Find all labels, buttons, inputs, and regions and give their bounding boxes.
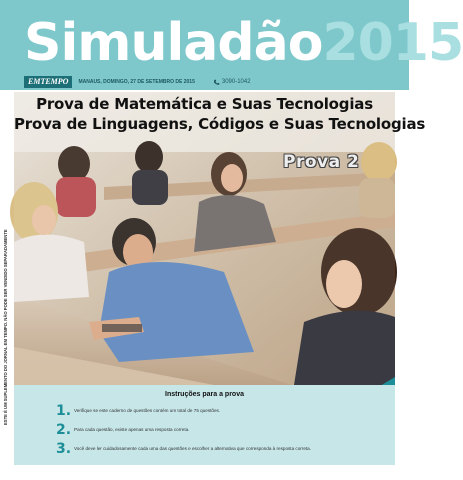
instruction-text: Você deve ler cuidadosamente cada uma das questões e escolher a alternativa que corresponda à resposta correta. <box>74 446 311 451</box>
instruction-number: 1. <box>56 403 72 419</box>
masthead-meta <box>24 76 251 88</box>
phone-contact <box>213 79 251 86</box>
headline-line-2: Prova de Linguagens, Códigos e Suas Tecnologias <box>14 115 426 133</box>
prova-badge: Prova 2 <box>283 152 360 172</box>
phone-icon <box>213 79 220 86</box>
instruction-number: 3. <box>56 441 72 457</box>
instruction-item <box>56 403 220 419</box>
instruction-text: Verifique se este caderno de questões contém um total de 75 questões. <box>74 408 221 413</box>
phone-number: 3090-1042 <box>221 79 251 85</box>
title-year: 2015 <box>322 13 463 73</box>
instruction-number: 2. <box>56 422 72 438</box>
dateline: MANAUS, DOMINGO, 27 DE SETEMBRO DE 2015 <box>78 79 195 85</box>
classroom-illustration <box>14 92 426 385</box>
instructions-title: Instruções para a prova <box>165 391 244 398</box>
cover-photo <box>14 92 426 385</box>
supplement-note-text: ESTE É UM SUPLEMENTO DO JORNAL EM TEMPO. NÃO PODE SER VENDIDO SEPARADAMENTE <box>3 229 8 425</box>
title-word: Simuladão <box>24 13 323 73</box>
instruction-item <box>56 422 189 438</box>
headline-line-1: Prova de Matemática e Suas Tecnologias <box>36 95 373 113</box>
masthead-title <box>24 12 463 74</box>
instruction-item <box>56 441 311 457</box>
masthead <box>0 0 463 90</box>
instruction-text: Para cada questão, existe apenas uma resposta correta. <box>74 427 190 432</box>
instructions-box <box>14 385 395 465</box>
vertical-supplement-note <box>2 95 10 425</box>
brand-logo: EMTEMPO <box>24 76 72 88</box>
headline <box>14 94 426 134</box>
